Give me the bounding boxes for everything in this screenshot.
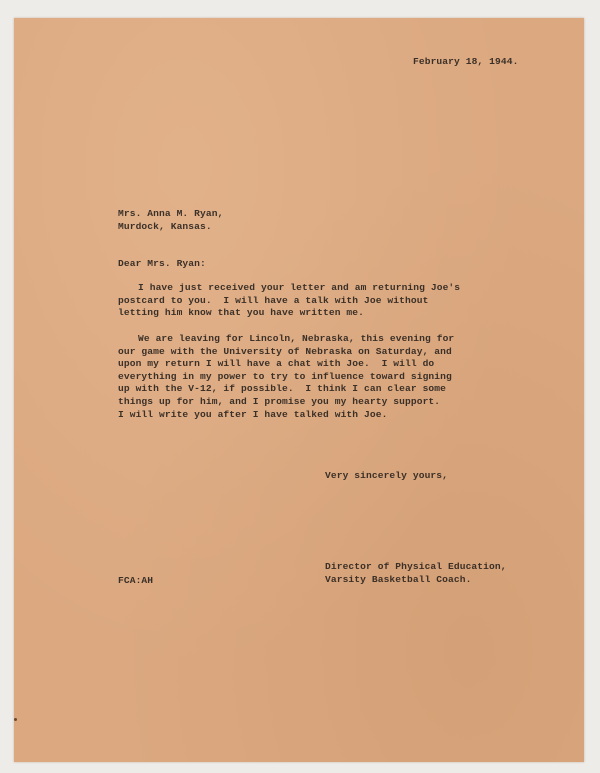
paragraph-line: upon my return I will have a chat with Joe. I will do [118, 358, 435, 370]
paragraph-line: letting him know that you have written me. [118, 307, 365, 319]
paragraph-line: I have just received your letter and am returning Joe's [138, 282, 461, 293]
paragraph-line: everything in my power to try to influence toward signing [118, 370, 452, 382]
letter-date: February 18, 1944. [413, 56, 519, 67]
recipient-line: Murdock, Kansas. [118, 220, 212, 232]
body-paragraph-1 [118, 282, 461, 320]
recipient-line: Mrs. Anna M. Ryan, [118, 208, 224, 219]
complimentary-closing: Very sincerely yours, [325, 470, 449, 481]
signature-title [325, 561, 507, 586]
paragraph-line: things up for him, and I promise you my hearty support. [118, 395, 441, 407]
paragraph-line: up with the V-12, if possible. I think I can clear some [118, 383, 447, 395]
paper-speck [14, 718, 17, 721]
signature-title-line: Varsity Basketball Coach. [325, 573, 472, 585]
paragraph-line: We are leaving for Lincoln, Nebraska, this evening for [138, 333, 455, 344]
paragraph-line: postcard to you. I will have a talk with Joe without [118, 294, 429, 306]
recipient-address [118, 208, 223, 233]
signature-title-line: Director of Physical Education, [325, 561, 507, 572]
paragraph-line: I will write you after I have talked with Joe. [118, 408, 388, 420]
paragraph-line: our game with the University of Nebraska on Saturday, and [118, 345, 452, 357]
salutation: Dear Mrs. Ryan: [118, 258, 206, 269]
body-paragraph-2 [118, 333, 454, 421]
reference-initials: FCA:AH [118, 575, 154, 586]
